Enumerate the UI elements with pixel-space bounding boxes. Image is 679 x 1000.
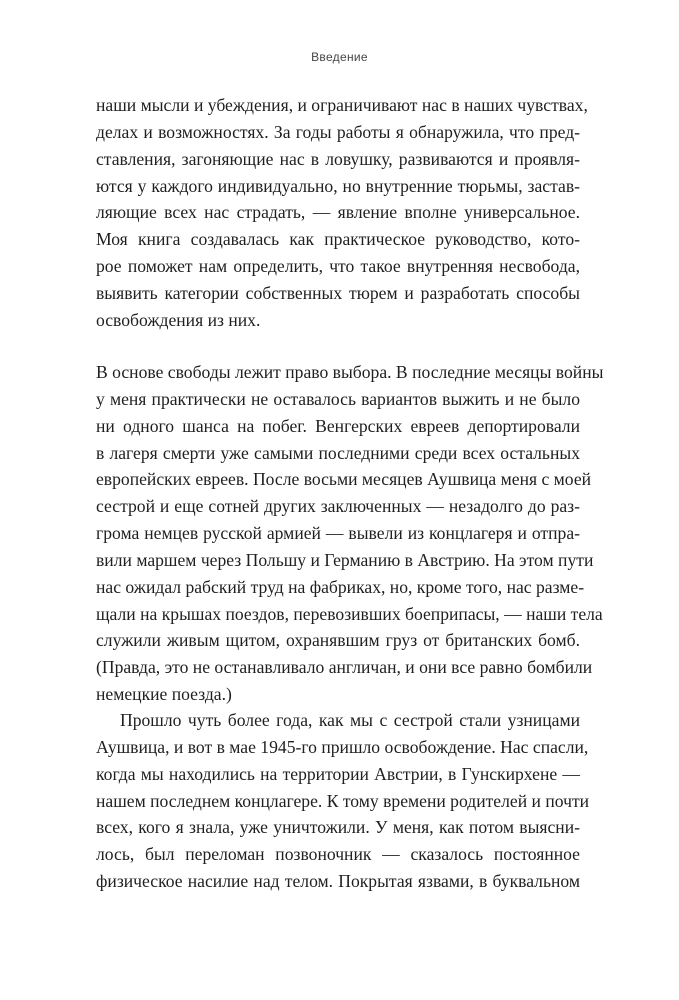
text-line: физическое насилие над телом. Покрытая язвами, в буквальном (96, 871, 580, 892)
text-line: делах и возможностях. За годы работы я обнаружила, что пред- (96, 121, 580, 142)
text-line: в лагеря смерти уже самыми последними среди всех остальных (96, 442, 580, 463)
text-line: грома немцев русской армией — вывели из концлагеря и отпра- (96, 523, 580, 544)
text-line: щали на крышах поездов, перевозивших боеприпасы, — наши тела (96, 603, 603, 624)
text-line: Моя книга создавалась как практическое руководство, кото- (96, 229, 580, 250)
text-line: рое поможет нам определить, что такое внутренняя несвобода, (96, 256, 580, 277)
text-line: лось, был переломан позвоночник — сказалось постоянное (96, 844, 580, 865)
text-line: Прошло чуть более года, как мы с сестрой стали узницами (120, 710, 580, 730)
text-line: ни одного шанса на побег. Венгерских евреев депортировали (96, 415, 580, 436)
text-line: В основе свободы лежит право выбора. В последние месяцы войны (96, 362, 604, 382)
text-line: ставления, загоняющие нас в ловушку, развиваются и проявля- (96, 148, 580, 169)
text-line: освобождения из них. (96, 309, 261, 330)
text-line: когда мы находились на территории Австрии, в Гунскирхене — (96, 763, 580, 784)
running-head: Введение (311, 50, 368, 64)
text-line: немецкие поезда.) (96, 684, 232, 705)
text-line: нашем последнем концлагере. К тому времени родителей и почти (96, 790, 590, 811)
text-line: нас ожидал рабский труд на фабриках, но, кроме того, нас разме- (96, 576, 585, 597)
text-line: служили живым щитом, охранявшим груз от британских бомб. (96, 630, 580, 651)
text-line: европейских евреев. После восьми месяцев Аушвица меня с моей (96, 469, 592, 490)
text-line: у меня практически не оставалось вариантов выжить и не было (96, 388, 580, 409)
text-line: сестрой и еще сотней других заключенных — незадолго до раз- (96, 496, 580, 517)
text-line: ляющие всех нас страдать, — явление вполне универсальное. (96, 202, 580, 223)
paragraph-continuation (96, 92, 588, 334)
text-line: наши мысли и убеждения, и ограничивают нас в наших чувствах, (96, 95, 588, 115)
text-line: (Правда, это не останавливало англичан, и они все равно бомбили (96, 657, 593, 678)
paragraph-freedom-of-choice (96, 359, 604, 708)
text-line: выявить категории собственных тюрем и разработать способы (96, 282, 580, 303)
paragraph-liberation (96, 707, 590, 895)
text-line: Аушвица, и вот в мае 1945-го пришло освобождение. Нас спасли, (96, 736, 589, 757)
text-line: ются у каждого индивидуально, но внутренние тюрьмы, застав- (96, 175, 580, 196)
text-line: всех, кого я знала, уже уничтожили. У меня, как потом выясни- (96, 817, 580, 838)
text-line: вили маршем через Польшу и Германию в Австрию. На этом пути (96, 549, 594, 570)
